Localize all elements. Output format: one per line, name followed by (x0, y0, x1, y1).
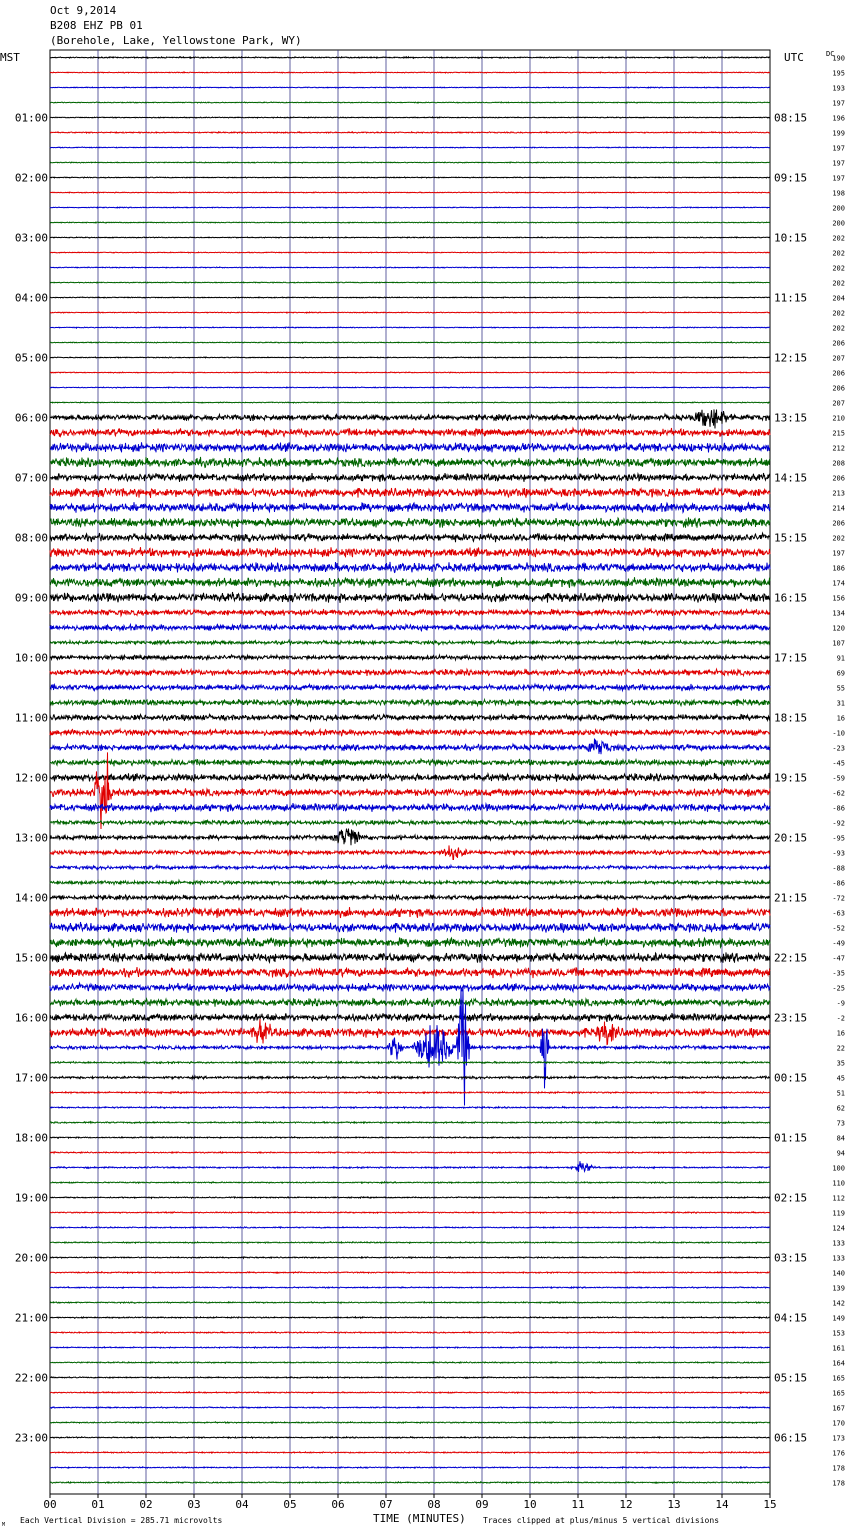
trace-line (50, 327, 770, 328)
x-tick-label: 09 (475, 1498, 489, 1511)
trace-line (50, 72, 770, 73)
right-hour-label: 02:15 (774, 1191, 808, 1205)
trace-line (50, 409, 770, 428)
dc-offset-label: 193 (832, 84, 845, 93)
left-hour-label: 13:00 (14, 831, 48, 845)
trace-line (50, 312, 770, 313)
dc-offset-label: 51 (836, 1089, 845, 1098)
trace-line (50, 222, 770, 223)
trace-line (50, 983, 770, 992)
left-hour-label: 07:00 (14, 471, 48, 485)
dc-offset-label: 202 (832, 309, 845, 318)
dc-offset-label: -10 (832, 729, 845, 738)
dc-offset-label: 197 (832, 174, 845, 183)
axis-labels (15, 55, 845, 1512)
dc-offset-label: 31 (836, 699, 845, 708)
left-hour-label: 11:00 (14, 711, 48, 725)
trace-line (50, 282, 770, 283)
dc-offset-label: 165 (832, 1389, 845, 1398)
x-tick-label: 03 (187, 1498, 201, 1511)
right-hour-label: 14:15 (774, 471, 808, 485)
trace-line (50, 1287, 770, 1288)
dc-header-label: DC (826, 50, 835, 58)
right-hour-label: 20:15 (774, 831, 808, 845)
trace-line (50, 87, 770, 88)
trace-line (50, 880, 770, 884)
dc-offset-label: 206 (832, 339, 845, 348)
trace-line (50, 1317, 770, 1318)
dc-offset-label: 110 (832, 1179, 845, 1188)
trace-line (50, 1452, 770, 1453)
trace-line (50, 457, 770, 468)
trace-line (50, 1257, 770, 1258)
right-hour-label: 08:15 (774, 111, 808, 125)
trace-line (50, 895, 770, 900)
dc-offset-label: 202 (832, 234, 845, 243)
left-hour-label: 01:00 (14, 111, 48, 125)
dc-offset-label: 94 (836, 1149, 845, 1158)
dc-offset-label: 206 (832, 369, 845, 378)
trace-line (50, 117, 770, 118)
trace-line (50, 1182, 770, 1183)
x-tick-label: 05 (283, 1498, 297, 1511)
dc-offset-label: 195 (832, 69, 845, 78)
trace-line (50, 1437, 770, 1438)
dc-offset-label: 198 (832, 189, 845, 198)
dc-offset-label: 212 (832, 444, 845, 453)
dc-offset-label: -62 (832, 789, 845, 798)
header-station: B208 EHZ PB 01 (50, 19, 143, 32)
trace-line (50, 1407, 770, 1409)
dc-offset-label: 120 (832, 624, 845, 633)
trace-line (50, 402, 770, 403)
trace-line (50, 267, 770, 268)
trace-line (50, 922, 770, 933)
dc-offset-label: 55 (836, 684, 845, 693)
trace-line (50, 624, 770, 631)
trace-line (50, 473, 770, 482)
dc-offset-label: 35 (836, 1059, 845, 1068)
x-tick-label: 14 (715, 1498, 729, 1511)
dc-offset-label: 197 (832, 99, 845, 108)
trace-line (50, 147, 770, 148)
header-location: (Borehole, Lake, Yellowstone Park, WY) (50, 34, 302, 47)
trace-line (50, 372, 770, 373)
trace-line (50, 1107, 770, 1109)
left-hour-label: 23:00 (14, 1431, 48, 1445)
dc-offset-label: 202 (832, 324, 845, 333)
trace-line (50, 237, 770, 238)
dc-offset-label: 133 (832, 1254, 845, 1263)
trace-line (50, 1422, 770, 1423)
trace-line (50, 759, 770, 766)
dc-offset-label: 174 (832, 579, 845, 588)
right-hour-label: 15:15 (774, 531, 808, 545)
trace-line (50, 829, 770, 846)
trace-line (50, 1062, 770, 1064)
left-hour-label: 21:00 (14, 1311, 48, 1325)
trace-line (50, 162, 770, 163)
trace-line (50, 714, 770, 721)
dc-offset-label: 202 (832, 249, 845, 258)
corner-mark: M (2, 1522, 6, 1528)
dc-offset-label: 208 (832, 459, 845, 468)
x-tick-label: 04 (235, 1498, 249, 1511)
right-hour-label: 22:15 (774, 951, 808, 965)
left-hour-label: 20:00 (14, 1251, 48, 1265)
dc-offset-label: 206 (832, 519, 845, 528)
trace-line (50, 773, 770, 782)
right-hour-label: 00:15 (774, 1071, 808, 1085)
left-hour-label: 22:00 (14, 1371, 48, 1385)
dc-offset-label: 214 (832, 504, 845, 513)
trace-line (50, 609, 770, 616)
dc-offset-label: 202 (832, 279, 845, 288)
dc-offset-label: 124 (832, 1224, 845, 1233)
dc-offset-label: -95 (832, 834, 845, 843)
dc-offset-label: -59 (832, 774, 845, 783)
right-hour-label: 17:15 (774, 651, 808, 665)
dc-offset-label: 153 (832, 1329, 845, 1338)
right-hour-label: 03:15 (774, 1251, 808, 1265)
trace-line (50, 1137, 770, 1138)
right-hour-label: 05:15 (774, 1371, 808, 1385)
left-hour-label: 03:00 (14, 231, 48, 245)
left-hour-label: 18:00 (14, 1131, 48, 1145)
trace-line (50, 937, 770, 948)
scale-note: Each Vertical Division = 285.71 microvolts (20, 1516, 223, 1525)
dc-offset-label: -93 (832, 849, 845, 858)
left-hour-label: 02:00 (14, 171, 48, 185)
dc-offset-label: 213 (832, 489, 845, 498)
left-timezone-label: MST (0, 51, 20, 64)
right-hour-label: 21:15 (774, 891, 808, 905)
trace-line (50, 1467, 770, 1468)
left-hour-label: 14:00 (14, 891, 48, 905)
trace-line (50, 502, 770, 513)
dc-offset-label: 178 (832, 1479, 845, 1488)
trace-line (50, 989, 770, 1105)
dc-offset-label: -9 (836, 999, 845, 1008)
dc-offset-label: -25 (832, 984, 845, 993)
x-axis-title: TIME (MINUTES) (373, 1512, 466, 1525)
dc-offset-label: -92 (832, 819, 845, 828)
trace-line (50, 533, 770, 542)
trace-line (50, 1122, 770, 1124)
dc-offset-label: 16 (836, 714, 845, 723)
left-hour-label: 06:00 (14, 411, 48, 425)
dc-offset-label: 165 (832, 1374, 845, 1383)
trace-line (50, 1362, 770, 1363)
trace-line (50, 342, 770, 343)
dc-offset-label: 197 (832, 159, 845, 168)
trace-line (50, 952, 770, 962)
dc-offset-label: 210 (832, 414, 845, 423)
header-date: Oct 9,2014 (50, 4, 117, 17)
right-hour-label: 12:15 (774, 351, 808, 365)
trace-line (50, 1197, 770, 1199)
dc-offset-label: 22 (836, 1044, 845, 1053)
right-hour-label: 16:15 (774, 591, 808, 605)
x-tick-label: 01 (91, 1498, 105, 1511)
dc-offset-label: 196 (832, 114, 845, 123)
dc-offset-label: 161 (832, 1344, 845, 1353)
trace-line (50, 1152, 770, 1153)
trace-line (50, 803, 770, 812)
trace-line (50, 57, 770, 58)
dc-offset-label: -72 (832, 894, 845, 903)
dc-offset-label: -47 (832, 954, 845, 963)
right-hour-label: 09:15 (774, 171, 808, 185)
trace-line (50, 1347, 770, 1348)
dc-offset-label: 164 (832, 1359, 845, 1368)
dc-offset-label: -49 (832, 939, 845, 948)
dc-offset-label: 206 (832, 384, 845, 393)
right-timezone-label: UTC (784, 51, 804, 64)
left-hour-label: 12:00 (14, 771, 48, 785)
dc-offset-label: 73 (836, 1119, 845, 1128)
trace-line (50, 1019, 770, 1045)
trace-lines (50, 57, 770, 1483)
right-hour-label: 04:15 (774, 1311, 808, 1325)
trace-line (50, 1161, 770, 1172)
trace-line (50, 1482, 770, 1483)
dc-offset-label: 197 (832, 144, 845, 153)
x-tick-label: 00 (43, 1498, 57, 1511)
dc-offset-label: 156 (832, 594, 845, 603)
dc-offset-label: 69 (836, 669, 845, 678)
dc-offset-label: 199 (832, 129, 845, 138)
dc-offset-label: -63 (832, 909, 845, 918)
trace-line (50, 488, 770, 498)
dc-offset-label: 149 (832, 1314, 845, 1323)
right-hour-label: 19:15 (774, 771, 808, 785)
trace-line (50, 297, 770, 298)
x-tick-label: 15 (763, 1498, 777, 1511)
dc-offset-label: 16 (836, 1029, 845, 1038)
dc-offset-label: 197 (832, 549, 845, 558)
trace-line (50, 967, 770, 978)
trace-line (50, 102, 770, 103)
dc-offset-label: 170 (832, 1419, 845, 1428)
trace-line (50, 177, 770, 178)
trace-line (50, 1302, 770, 1304)
dc-offset-label: 107 (832, 639, 845, 648)
trace-line (50, 699, 770, 706)
trace-line (50, 739, 770, 755)
dc-offset-label: 119 (832, 1209, 845, 1218)
trace-line (50, 547, 770, 558)
x-tick-label: 12 (619, 1498, 633, 1511)
x-tick-label: 10 (523, 1498, 537, 1511)
trace-line (50, 845, 770, 859)
dc-offset-label: 207 (832, 399, 845, 408)
dc-offset-label: -88 (832, 864, 845, 873)
right-hour-label: 06:15 (774, 1431, 808, 1445)
dc-offset-label: 202 (832, 264, 845, 273)
trace-line (50, 207, 770, 208)
trace-line (50, 387, 770, 388)
dc-offset-label: 173 (832, 1434, 845, 1443)
dc-offset-label: -45 (832, 759, 845, 768)
x-tick-label: 02 (139, 1498, 153, 1511)
left-hour-label: 10:00 (14, 651, 48, 665)
dc-offset-label: 202 (832, 534, 845, 543)
trace-line (50, 684, 770, 691)
trace-line (50, 1242, 770, 1243)
dc-offset-label: 206 (832, 474, 845, 483)
dc-offset-label: 91 (836, 654, 845, 663)
dc-offset-label: -52 (832, 924, 845, 933)
right-hour-label: 11:15 (774, 291, 808, 305)
trace-line (50, 655, 770, 660)
trace-line (50, 907, 770, 918)
dc-offset-label: 190 (832, 54, 845, 63)
left-hour-label: 17:00 (14, 1071, 48, 1085)
left-hour-label: 05:00 (14, 351, 48, 365)
trace-line (50, 1377, 770, 1378)
right-hour-label: 23:15 (774, 1011, 808, 1025)
left-hour-label: 19:00 (14, 1191, 48, 1205)
trace-line (50, 1092, 770, 1094)
dc-offset-label: 84 (836, 1134, 845, 1143)
trace-line (50, 428, 770, 437)
trace-line (50, 192, 770, 193)
trace-line (50, 640, 770, 645)
left-hour-label: 08:00 (14, 531, 48, 545)
trace-line (50, 132, 770, 133)
right-hour-label: 01:15 (774, 1131, 808, 1145)
dc-offset-label: -86 (832, 879, 845, 888)
dc-offset-label: 200 (832, 219, 845, 228)
x-tick-label: 06 (331, 1498, 345, 1511)
right-hour-label: 18:15 (774, 711, 808, 725)
dc-offset-label: 133 (832, 1239, 845, 1248)
left-hour-label: 16:00 (14, 1011, 48, 1025)
x-tick-label: 13 (667, 1498, 681, 1511)
trace-line (50, 562, 770, 573)
trace-line (50, 442, 770, 452)
x-tick-label: 08 (427, 1498, 441, 1511)
dc-offset-label: 142 (832, 1299, 845, 1308)
dc-offset-label: 62 (836, 1104, 845, 1113)
trace-line (50, 357, 770, 358)
dc-offset-label: 176 (832, 1449, 845, 1458)
trace-line (50, 1272, 770, 1273)
trace-line (50, 577, 770, 588)
clip-note: Traces clipped at plus/minus 5 vertical divisions (483, 1516, 720, 1525)
right-hour-label: 10:15 (774, 231, 808, 245)
x-tick-label: 11 (571, 1498, 585, 1511)
dc-offset-label: 178 (832, 1464, 845, 1473)
dc-offset-label: -23 (832, 744, 845, 753)
trace-line (50, 669, 770, 676)
trace-line (50, 1076, 770, 1079)
dc-offset-label: 45 (836, 1074, 845, 1083)
dc-offset-label: 204 (832, 294, 845, 303)
dc-offset-label: 140 (832, 1269, 845, 1278)
dc-offset-label: -86 (832, 804, 845, 813)
trace-line (50, 1212, 770, 1213)
trace-line (50, 1227, 770, 1228)
trace-line (50, 865, 770, 869)
right-hour-label: 13:15 (774, 411, 808, 425)
dc-offset-label: 167 (832, 1404, 845, 1413)
dc-offset-label: 207 (832, 354, 845, 363)
dc-offset-label: 215 (832, 429, 845, 438)
left-hour-label: 09:00 (14, 591, 48, 605)
trace-line (50, 820, 770, 825)
dc-offset-label: -35 (832, 969, 845, 978)
x-tick-label: 07 (379, 1498, 393, 1511)
dc-offset-label: -2 (836, 1014, 845, 1023)
left-hour-label: 04:00 (14, 291, 48, 305)
trace-line (50, 592, 770, 603)
trace-line (50, 998, 770, 1007)
dc-offset-label: 134 (832, 609, 845, 618)
dc-offset-label: 100 (832, 1164, 845, 1173)
chart-frame (50, 50, 770, 1494)
dc-offset-label: 112 (832, 1194, 845, 1203)
trace-line (50, 1392, 770, 1393)
trace-line (50, 252, 770, 253)
dc-offset-label: 139 (832, 1284, 845, 1293)
left-hour-label: 15:00 (14, 951, 48, 965)
trace-line (50, 729, 770, 736)
dc-offset-label: 186 (832, 564, 845, 573)
dc-offset-label: 200 (832, 204, 845, 213)
trace-line (50, 517, 770, 527)
trace-line (50, 1013, 770, 1022)
trace-line (50, 1332, 770, 1333)
